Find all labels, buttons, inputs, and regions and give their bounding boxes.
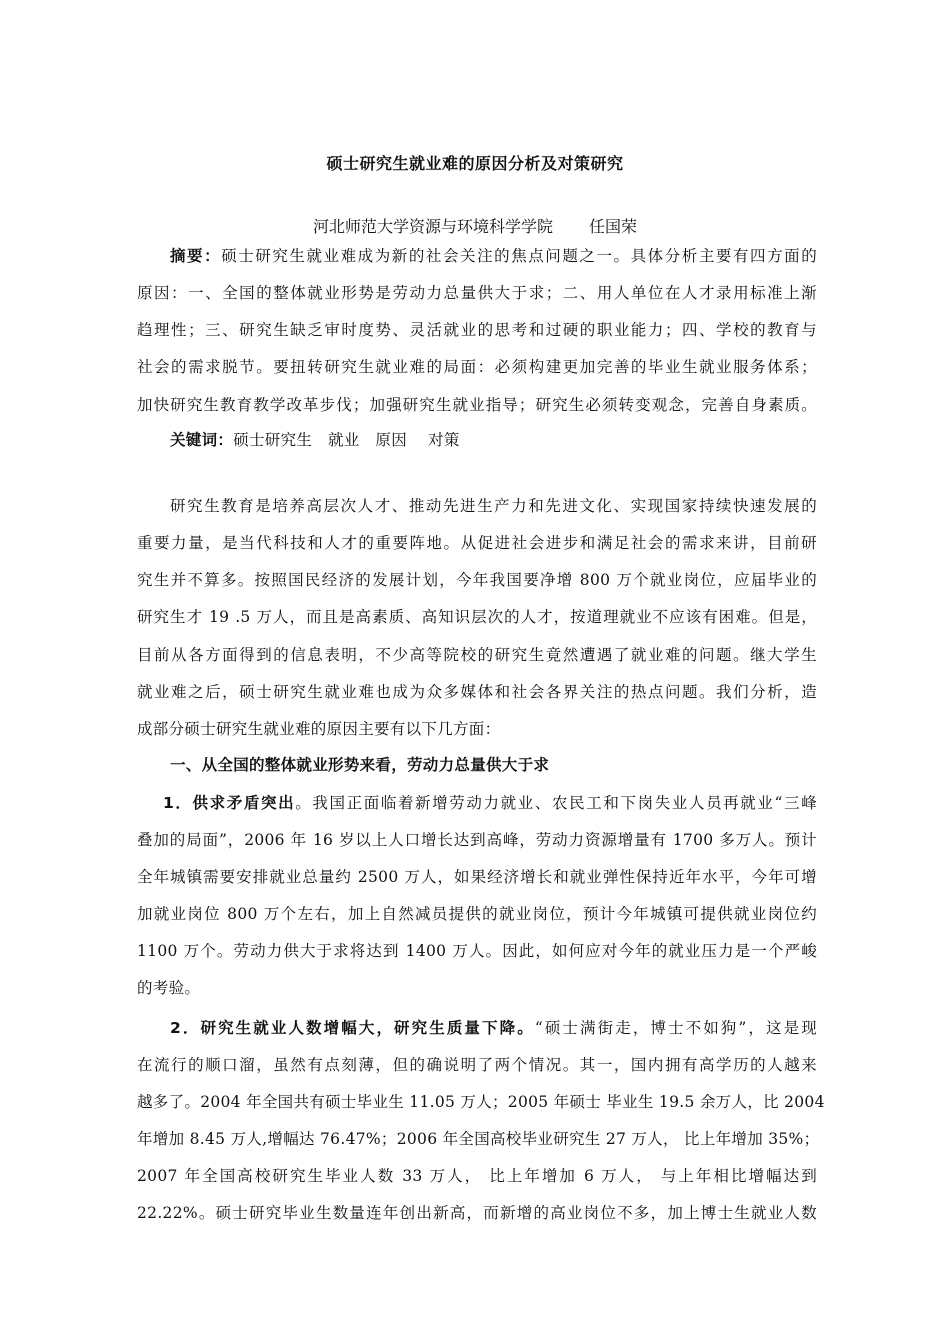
section-heading-1: 一、从全国的整体就业形势来看，劳动力总量供大于求 [170,756,550,774]
abstract-line-3: 趋理性；三、研究生缺乏审时度势、灵活就业的思考和过硬的职业能力；四、学校的教育与 [137,321,817,339]
keywords-line [170,430,817,450]
section1-p1-line-3: 全年城镇需要安排就业总量约 2500 万人，如果经济增长和就业弹性保持近年水平，今年可增 [137,868,817,886]
author-line [0,214,950,237]
intro-line-1: 研究生教育是培养高层次人才、推动先进生产力和先进文化、实现国家持续快速发展的 [170,497,817,515]
keywords-text: 硕士研究生 就业 原因 对策 [233,431,460,449]
keywords-label: 关键词： [170,431,234,449]
abstract-label: 摘要： [170,247,222,265]
section1-p1-line-4: 加就业岗位 800 万个左右，加上自然减员提供的就业岗位，预计今年城镇可提供就业岗位约 [137,905,817,923]
intro-line-7: 成部分硕士研究生就业难的原因主要有以下几方面： [137,720,501,738]
abstract-line-1: 摘要：硕士研究生就业难成为新的社会关注的焦点问题之一。具体分析主要有四方面的 [170,247,817,265]
author-affiliation: 河北师范大学资源与环境科学学院 [312,217,553,236]
author-name: 任国荣 [589,217,638,236]
section1-p2-line-5: 2007 年全国高校研究生毕业人数 33 万人， 比上年增加 6 万人， 与上年相比增幅达到 [137,1167,817,1185]
abstract-line-2: 原因：一、全国的整体就业形势是劳动力总量供大于求；二、用人单位在人才录用标准上渐 [137,284,817,302]
section1-p2-line-4: 年增加 8.45 万人,增幅达 76.47%；2006 年全国高校毕业研究生 27 万人， 比上年增加 35%； [137,1130,820,1148]
intro-line-6: 就业难之后，硕士研究生就业难也成为众多媒体和社会各界关注的热点问题。我们分析，造 [137,683,817,701]
section1-p2-line-2: 在流行的顺口溜，虽然有点刻薄，但的确说明了两个情况。其一，国内拥有高学历的人越来 [137,1056,817,1074]
section1-p2-line-6: 22.22%。硕士研究毕业生数量连年创出新高，而新增的高业岗位不多，加上博士生就业人数 [137,1204,817,1222]
paper-title: 硕士研究生就业难的原因分析及对策研究 [326,154,624,173]
abstract-line-5: 加快研究生教育教学改革步伐；加强研究生就业指导；研究生必须转变观念，完善自身素质。 [137,396,817,414]
section1-p1-line-1: 1．供求矛盾突出。我国正面临着新增劳动力就业、农民工和下岗失业人员再就业“三峰 [163,794,817,812]
section1-p1-label: 1．供求矛盾突出 [163,794,296,812]
abstract-line-4: 社会的需求脱节。要扭转研究生就业难的局面：必须构建更加完善的毕业生就业服务体系； [137,358,817,376]
intro-line-3: 究生并不算多。按照国民经济的发展计划，今年我国要净增 800 万个就业岗位，应届毕业的 [137,571,817,589]
section1-p1-line-2: 叠加的局面”，2006 年 16 岁以上人口增长达到高峰，劳动力资源增量有 1700 多万人。预计 [137,831,817,849]
section1-p2-label: 2．研究生就业人数增幅大，研究生质量下降。 [170,1019,535,1037]
intro-line-5: 目前从各方面得到的信息表明，不少高等院校的研究生竟然遭遇了就业难的问题。继大学生 [137,646,817,664]
section1-p2-line-1: 2．研究生就业人数增幅大，研究生质量下降。“硕士满街走，博士不如狗”，这是现 [170,1019,817,1037]
intro-line-2: 重要力量，是当代科技和人才的重要阵地。从促进社会进步和满足社会的需求来讲，目前研 [137,534,817,552]
section1-p2-line-3: 越多了。2004 年全国共有硕士毕业生 11.05 万人；2005 年硕士 毕业生 19.5 余万人，比 2004 [137,1093,825,1111]
intro-line-4: 研究生才 19 .5 万人，而且是高素质、高知识层次的人才，按道理就业不应该有困难。但是， [137,608,817,626]
section1-p1-line-5: 1100 万个。劳动力供大于求将达到 1400 万人。因此，如何应对今年的就业压力是一个严峻 [137,942,817,960]
section1-p1-line-6: 的考验。 [137,979,201,997]
